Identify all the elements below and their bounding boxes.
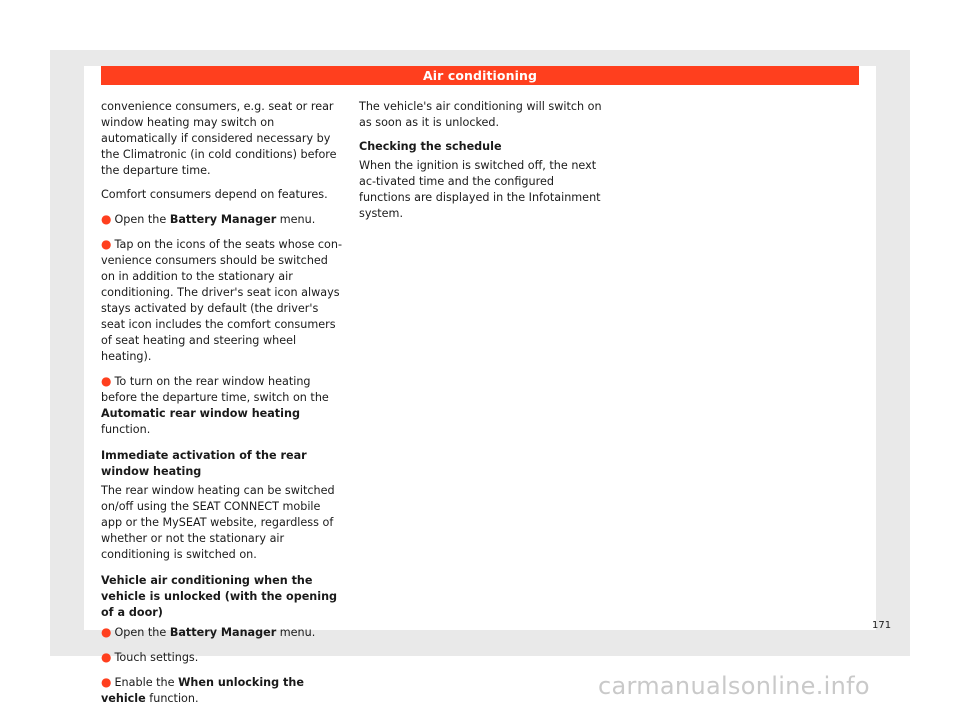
bullet-icon: ● [101,625,112,639]
paragraph: convenience consumers, e.g. seat or rear window heating may switch on automatically if considered necessary by the Climatronic (in cold conditions) before the departure time. [101,100,337,177]
list-item: ● To turn on the rear window heating before the departure time, switch on the Automatic rear window heating function. [101,374,329,436]
subheading: Immediate activation of the rear window heating [101,449,307,478]
left-column [101,99,345,715]
bullet-icon: ● [101,675,112,689]
list-item: ● Open the Battery Manager menu. [101,212,316,226]
list-item: ● Open the Battery Manager menu. [101,625,316,639]
paragraph: Comfort consumers depend on features. [101,188,328,201]
paragraph: When the ignition is switched off, the next ac-tivated time and the configured functions are displayed in the Infotainment system. [359,159,601,220]
page-number: 171 [872,620,892,631]
bullet-icon: ● [101,374,112,388]
right-column [359,99,607,230]
bullet-icon: ● [101,237,112,251]
watermark: carmanualsonline.info [598,672,870,700]
bullet-icon: ● [101,212,112,226]
subheading: Checking the schedule [359,140,502,153]
paragraph: The rear window heating can be switched on/off using the SEAT CONNECT mobile app or the MySEAT website, regardless of whether or not the stationary air conditioning is switched on. [101,484,335,561]
paragraph: The vehicle's air conditioning will switch on as soon as it is unlocked. [359,100,602,129]
subheading: Vehicle air conditioning when the vehicle is unlocked (with the opening of a door) [101,574,338,619]
section-header: Air conditioning [101,66,859,85]
list-item: ● Touch settings. [101,650,199,664]
bullet-icon: ● [101,650,112,664]
list-item: ● Enable the When unlocking the vehicle function. [101,675,304,705]
list-item: ● Tap on the icons of the seats whose con-venience consumers should be switched on in addition to the stationary air conditioning. The driver's seat icon always stays activated by default (the driver's seat icon includes the comfort consumers of seat heating and steering wheel heating). [101,237,343,363]
